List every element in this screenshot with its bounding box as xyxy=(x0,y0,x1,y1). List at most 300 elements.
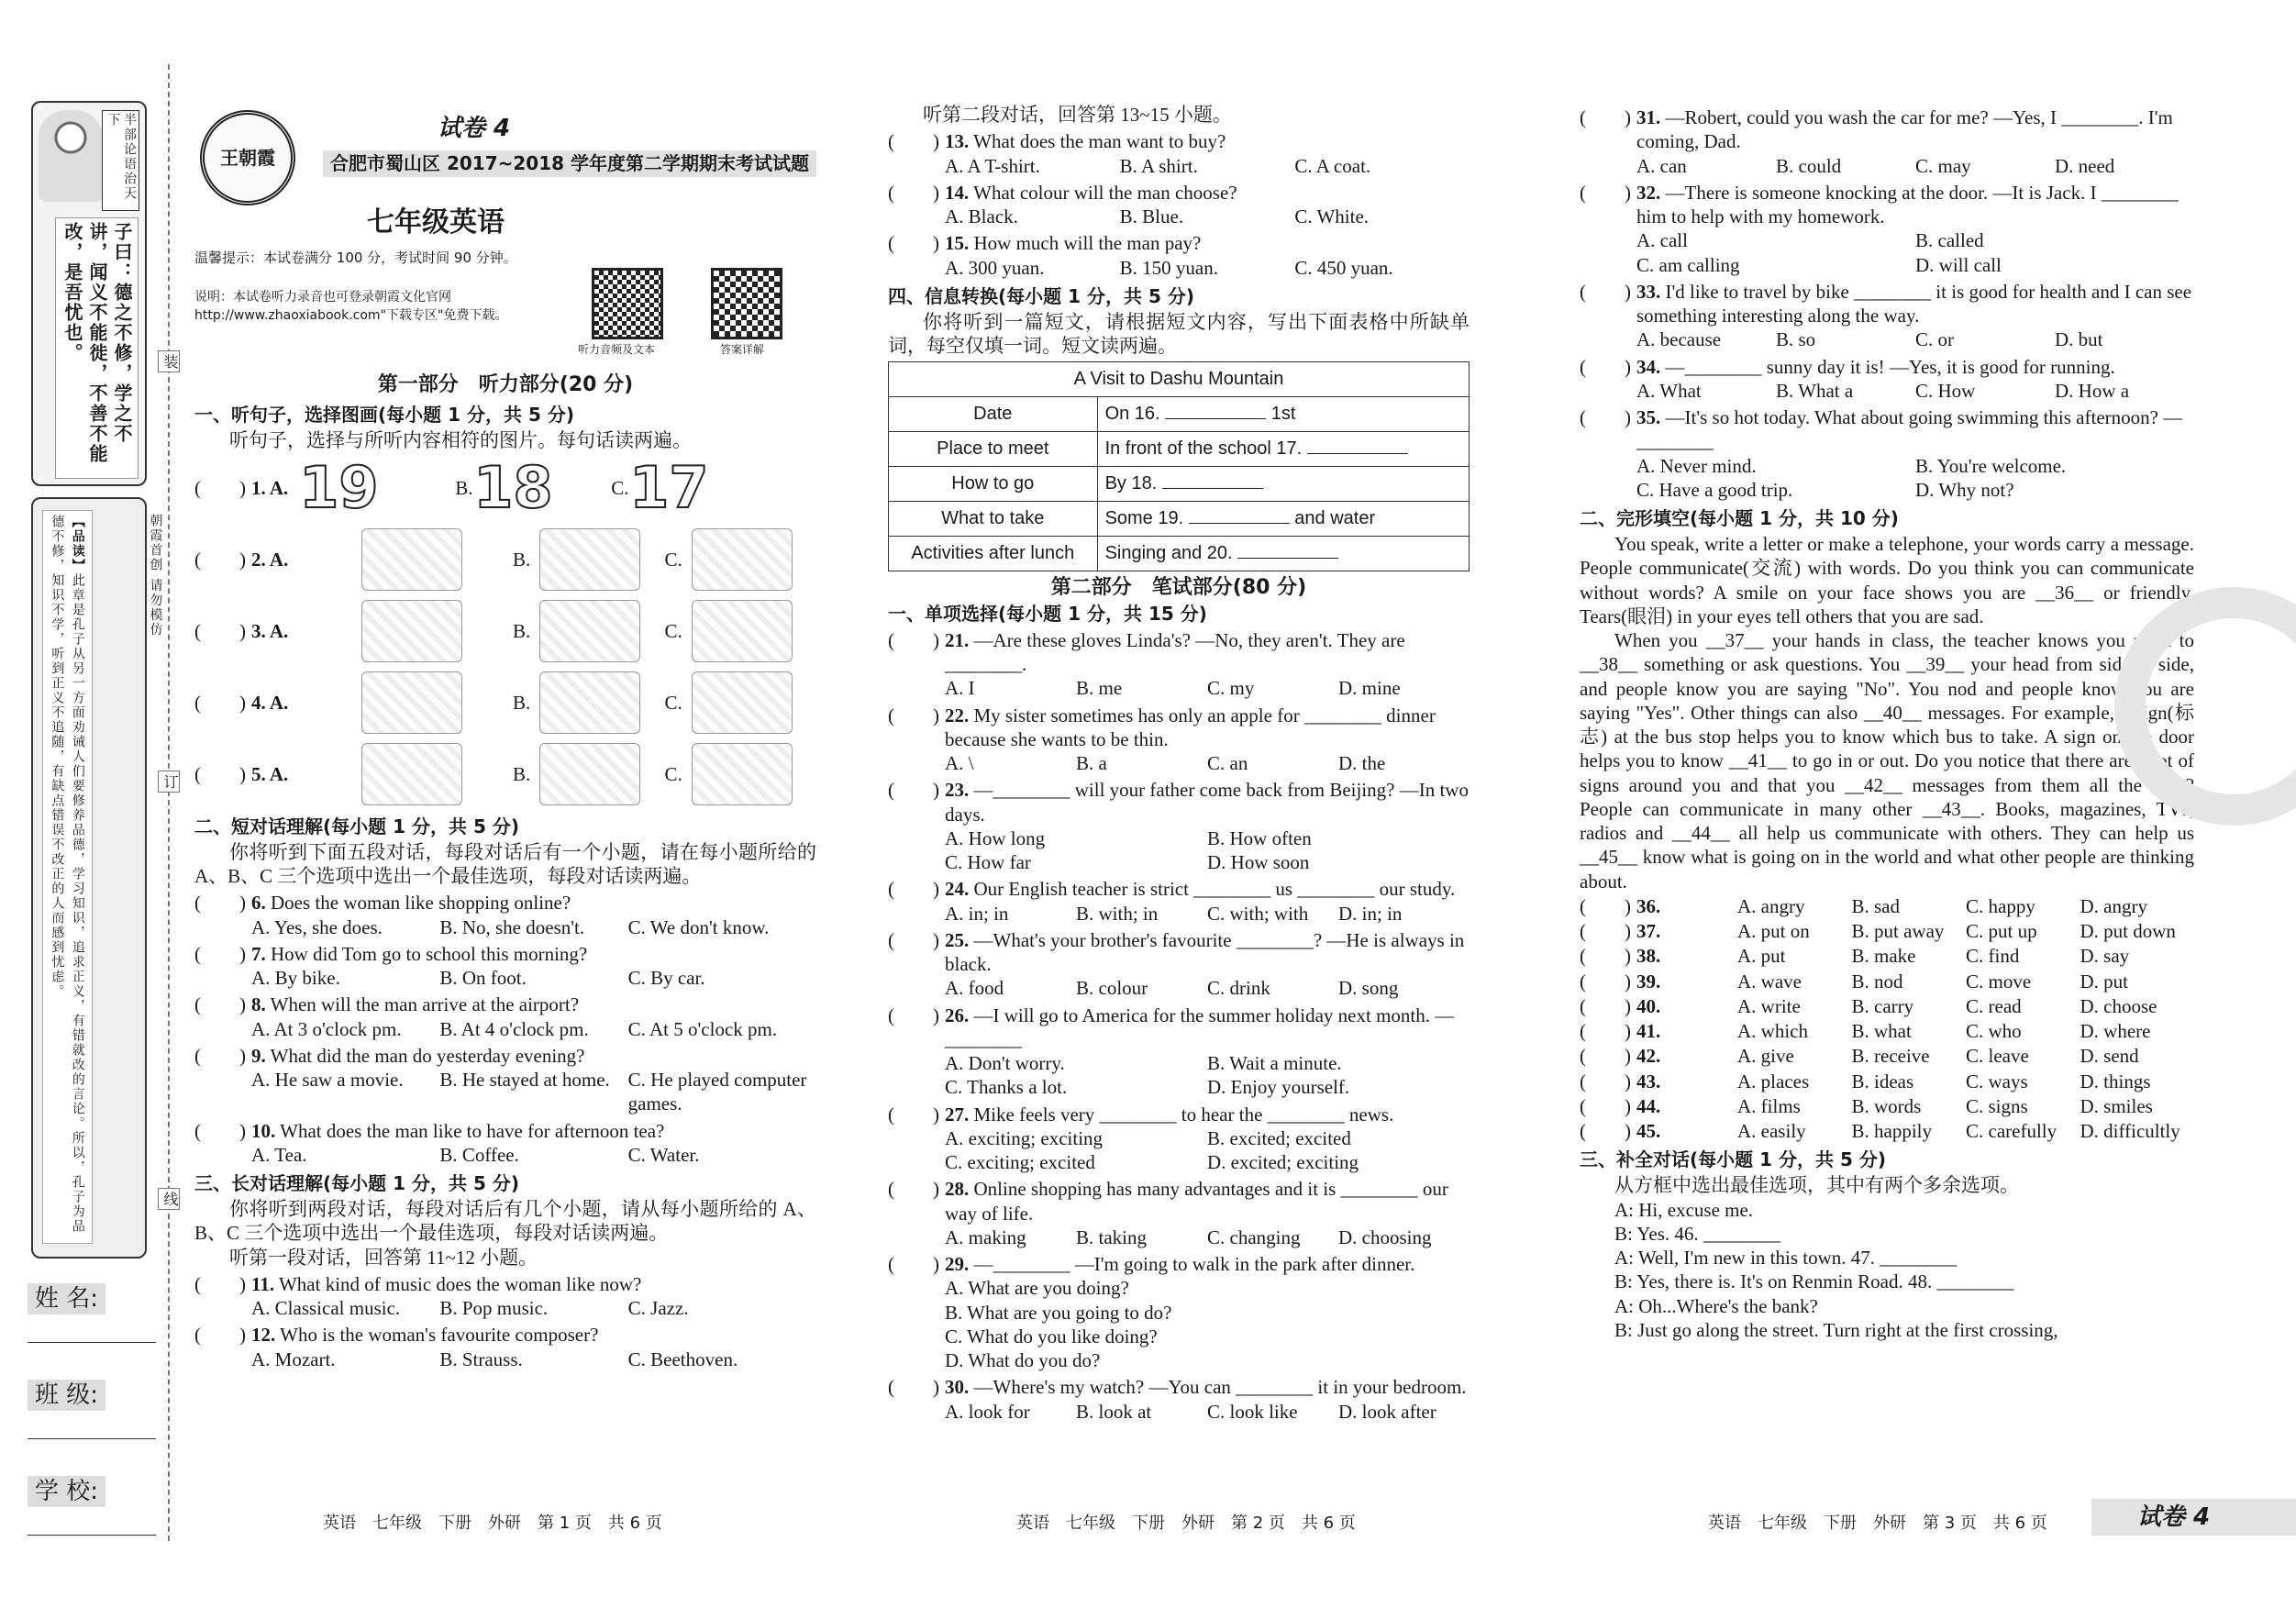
option-b[interactable]: B. sad xyxy=(1851,894,1900,917)
option-c[interactable]: C. an xyxy=(1207,752,1248,774)
option-c[interactable]: C. move xyxy=(1966,970,2032,993)
option-a[interactable]: A. Yes, she does. xyxy=(251,915,383,938)
cut-label-2: 订 xyxy=(158,771,180,793)
q4-image-c[interactable] xyxy=(692,671,793,734)
question-number: 15. xyxy=(945,232,970,255)
answer-bracket[interactable]: ( ) xyxy=(194,892,246,915)
footer-page-2: 英语 七年级 下册 外研 第 2 页 共 6 页 xyxy=(1016,1514,1356,1533)
option-b[interactable]: B. You're welcome. xyxy=(1915,454,2067,477)
blank-19[interactable] xyxy=(1189,523,1290,524)
question-text: 7. How did Tom go to school this morning? xyxy=(251,942,588,965)
answer-bracket[interactable]: ( ) xyxy=(888,878,939,901)
q3-image-c[interactable] xyxy=(692,600,793,662)
question-4: ( ) 4. A. B. C. xyxy=(194,667,816,738)
option-b[interactable]: B. what xyxy=(1851,1020,1912,1042)
option-a[interactable]: A. easily xyxy=(1737,1120,1806,1142)
option-a[interactable]: A. What are you doing? xyxy=(945,1277,1129,1300)
option-a[interactable]: A. in; in xyxy=(945,902,1009,925)
option-c[interactable]: C. A coat. xyxy=(1294,154,1371,177)
section6-heading: 二、完形填空(每小题 1 分，共 10 分) xyxy=(1580,507,1899,529)
option-c[interactable]: C. am calling xyxy=(1636,253,1740,276)
option-b[interactable]: B. nod xyxy=(1851,970,1903,993)
blank-20[interactable] xyxy=(1237,558,1338,559)
option-a[interactable]: A. places xyxy=(1737,1070,1810,1092)
option-d[interactable]: D. look after xyxy=(1338,1400,1436,1423)
quote-box xyxy=(31,101,147,486)
section2-instructions: 你将听到下面五段对话，每段对话后有一个小题，请在每小题所给的 A、B、C 三个选项中选出一个最佳选项，每段对话读两遍。 xyxy=(194,840,816,887)
options xyxy=(945,205,1470,228)
option-b[interactable]: B. Coffee. xyxy=(439,1143,519,1166)
answer-bracket[interactable]: ( ) xyxy=(1580,970,1631,993)
long-dialog2-questions xyxy=(888,129,1470,280)
option-c[interactable]: C. leave xyxy=(1966,1045,2029,1068)
q2-image-b[interactable] xyxy=(539,528,640,591)
question-number: 30. xyxy=(945,1376,970,1399)
option-b[interactable]: B. taking xyxy=(1076,1225,1147,1248)
cloze-item xyxy=(1580,919,2194,943)
option-d[interactable]: D. mine xyxy=(1338,677,1401,700)
answer-bracket[interactable]: ( ) xyxy=(194,1119,246,1142)
q5-label: 5. A. xyxy=(251,762,289,785)
option-c[interactable]: C. Beethoven. xyxy=(627,1347,738,1370)
option-c[interactable]: C. ways xyxy=(1966,1070,2028,1092)
option-a[interactable]: A. A T-shirt. xyxy=(945,154,1040,177)
answer-bracket[interactable]: ( ) xyxy=(1580,355,1631,378)
options xyxy=(251,1347,816,1371)
option-d[interactable]: D. need xyxy=(2055,154,2115,177)
option-c[interactable]: C. Water. xyxy=(627,1143,700,1166)
options xyxy=(945,1051,1470,1100)
option-d[interactable]: D. will call xyxy=(1915,253,2002,276)
question-21 xyxy=(888,628,1470,701)
answer-bracket[interactable]: ( ) xyxy=(888,1103,939,1126)
q5-image-c[interactable] xyxy=(692,743,793,805)
option-a[interactable]: A. making xyxy=(945,1225,1026,1248)
option-d[interactable]: D. smiles xyxy=(2080,1094,2153,1117)
answer-bracket[interactable]: ( ) xyxy=(1580,280,1631,303)
option-b[interactable]: B. words xyxy=(1851,1094,1922,1117)
side-note: 朝霞首创 请勿模仿 xyxy=(148,514,163,638)
answer-bracket[interactable]: ( ) xyxy=(888,1376,939,1399)
options xyxy=(251,966,816,990)
info-table xyxy=(888,361,1470,571)
table-row xyxy=(889,502,1470,537)
tip-text: 温馨提示：本试卷满分 100 分，考试时间 90 分钟。 xyxy=(194,250,517,266)
table-row xyxy=(889,397,1470,432)
cloze-item xyxy=(1580,1070,2194,1093)
option-c[interactable]: C. read xyxy=(1966,994,2022,1017)
class-field[interactable] xyxy=(28,1381,156,1439)
question-number: 39. xyxy=(1636,970,1661,993)
option-b[interactable]: B. so xyxy=(1776,328,1816,351)
options xyxy=(945,256,1470,280)
option-c[interactable]: C. signs xyxy=(1966,1094,2028,1117)
option-a[interactable]: A. write xyxy=(1737,994,1801,1017)
answer-bracket[interactable]: ( ) xyxy=(1580,894,1631,917)
question-text: 32. —There is someone knocking at the door. —It is Jack. I ________ him to help with my homework. xyxy=(1636,181,2179,227)
option-b[interactable]: B. happily xyxy=(1851,1120,1932,1142)
q1-option-b[interactable]: 18 xyxy=(473,453,553,521)
answer-bracket[interactable]: ( ) xyxy=(194,1324,246,1347)
option-b[interactable]: B. look at xyxy=(1076,1400,1152,1423)
answer-bracket[interactable]: ( ) xyxy=(1580,406,1631,428)
name-field[interactable] xyxy=(28,1284,156,1343)
answer-bracket[interactable]: ( ) xyxy=(1580,945,1631,968)
option-b[interactable]: B. could xyxy=(1776,154,1842,177)
q2-label: 2. A. xyxy=(251,548,289,571)
option-b[interactable]: B. A shirt. xyxy=(1119,154,1198,177)
section5-heading: 一、单项选择(每小题 1 分，共 15 分) xyxy=(888,602,1207,625)
question-text: 9. What did the man do yesterday evening? xyxy=(251,1044,585,1067)
question-number: 36. xyxy=(1636,894,1661,917)
option-b[interactable]: B. me xyxy=(1076,677,1123,700)
option-b[interactable]: B. colour xyxy=(1076,977,1148,1000)
row-suffix: 1st xyxy=(1270,404,1296,425)
question-text: 27. Mike feels very ________ to hear the ________ news. xyxy=(945,1103,1394,1126)
option-d[interactable]: D. song xyxy=(1338,977,1399,1000)
column-3 xyxy=(1580,103,2194,1342)
option-c[interactable]: C. How xyxy=(1915,379,1976,402)
question-text: 34. —________ sunny day it is! —Yes, it is good for running. xyxy=(1636,355,2115,378)
options xyxy=(251,1296,816,1320)
option-d[interactable]: D. things xyxy=(2080,1070,2151,1092)
answer-bracket[interactable]: ( ) xyxy=(1580,920,1631,942)
table-title: A Visit to Dashu Mountain xyxy=(889,362,1470,397)
q1-label: 1. A. xyxy=(251,476,289,499)
section2-heading: 二、短对话理解(每小题 1 分，共 5 分) xyxy=(194,815,519,837)
answer-bracket[interactable]: ( ) xyxy=(194,1272,246,1295)
question-10 xyxy=(194,1119,816,1168)
option-a[interactable]: A. give xyxy=(1737,1045,1794,1068)
question-body xyxy=(251,1044,816,1116)
option-d[interactable]: D. in; in xyxy=(1338,902,1403,925)
option-c[interactable]: C. look like xyxy=(1207,1400,1298,1423)
question-body xyxy=(1636,405,2194,502)
option-a[interactable]: A. angry xyxy=(1737,894,1805,917)
question-number: 23. xyxy=(945,779,970,802)
option-a[interactable]: A. food xyxy=(945,977,1004,1000)
section4-heading: 四、信息转换(每小题 1 分，共 5 分) xyxy=(888,284,1194,307)
question-body xyxy=(945,1004,1470,1100)
option-a[interactable]: A. How long xyxy=(945,826,1046,849)
header xyxy=(194,103,816,205)
question-number: 33. xyxy=(1636,280,1661,303)
option-a[interactable]: A. 300 yuan. xyxy=(945,256,1045,279)
option-d[interactable]: D. the xyxy=(1338,752,1386,774)
question-26 xyxy=(888,1004,1470,1100)
answer-bracket[interactable]: ( ) xyxy=(1580,994,1631,1017)
answer-bracket[interactable]: ( ) xyxy=(888,1253,939,1275)
option-b[interactable]: B. No, she doesn't. xyxy=(439,915,585,938)
option-d[interactable]: D. say xyxy=(2080,945,2130,968)
blank-17[interactable] xyxy=(1307,453,1408,454)
option-a[interactable]: A. By bike. xyxy=(251,967,340,989)
option-b[interactable]: B. What are you going to do? xyxy=(945,1301,1172,1324)
answer-bracket[interactable]: ( ) xyxy=(888,779,939,802)
option-a[interactable]: A. Mozart. xyxy=(251,1347,336,1370)
option-b[interactable]: B. make xyxy=(1851,945,1916,968)
option-c[interactable]: C. We don't know. xyxy=(627,915,770,938)
q4-image-a[interactable] xyxy=(361,671,462,734)
option-c[interactable]: C. drink xyxy=(1207,977,1270,1000)
q2-image-c[interactable] xyxy=(692,528,793,591)
qr-audio[interactable] xyxy=(592,268,663,339)
question-13 xyxy=(888,129,1470,178)
option-d[interactable]: D. Why not? xyxy=(1915,478,2014,501)
answer-bracket[interactable]: ( ) xyxy=(1580,1120,1631,1142)
question-body xyxy=(945,1103,1470,1175)
answer-bracket[interactable]: ( ) xyxy=(194,942,246,965)
option-c[interactable]: C. or xyxy=(1915,328,1954,351)
option-a[interactable]: A. put xyxy=(1737,945,1786,968)
option-a[interactable]: A. can xyxy=(1636,154,1687,177)
option-a[interactable]: A. look for xyxy=(945,1400,1030,1423)
option-d[interactable]: D. How soon xyxy=(1207,851,1310,873)
option-b[interactable]: B. with; in xyxy=(1076,902,1159,925)
option-c[interactable]: C. with; with xyxy=(1207,902,1309,925)
row-label: Activities after lunch xyxy=(889,537,1098,571)
option-c[interactable]: C. exciting; excited xyxy=(945,1151,1095,1173)
option-d[interactable]: D. choose xyxy=(2080,994,2157,1017)
question-body xyxy=(945,1177,1470,1249)
question-body xyxy=(945,129,1470,178)
row-suffix: and water xyxy=(1294,508,1376,529)
option-b[interactable]: B. a xyxy=(1076,752,1107,774)
section4-instructions: 你将听到一篇短文，请根据短文内容，写出下面表格中所缺单词，每空仅填一词。短文读两遍。 xyxy=(888,310,1470,357)
blank-18-label: By 18. xyxy=(1104,473,1158,494)
option-c[interactable]: C. Have a good trip. xyxy=(1636,478,1793,501)
option-b[interactable]: B. excited; excited xyxy=(1207,1126,1351,1149)
footer-page-1: 英语 七年级 下册 外研 第 1 页 共 6 页 xyxy=(323,1514,662,1533)
q5-image-a[interactable] xyxy=(361,743,462,805)
option-a[interactable]: A. which xyxy=(1737,1020,1808,1042)
option-a[interactable]: A. He saw a movie. xyxy=(251,1069,404,1091)
part2-heading: 第二部分 笔试部分(80 分) xyxy=(1050,576,1307,600)
school-field[interactable] xyxy=(28,1477,156,1536)
row-label: Place to meet xyxy=(889,432,1098,467)
answer-bracket[interactable]: ( ) xyxy=(888,928,939,951)
question-31 xyxy=(1580,105,2194,178)
option-b[interactable]: B. On foot. xyxy=(439,967,527,989)
option-b[interactable]: B. put away xyxy=(1851,920,1945,942)
option-d[interactable]: D. difficultly xyxy=(2080,1120,2180,1142)
option-c[interactable]: C. 450 yuan. xyxy=(1294,256,1393,279)
option-a[interactable]: A. exciting; exciting xyxy=(945,1126,1104,1149)
option-c[interactable]: C. Thanks a lot. xyxy=(945,1076,1068,1099)
options xyxy=(251,1068,816,1116)
options xyxy=(1636,228,2194,277)
confucius-quote: 子曰：德之不修，学之不讲，闻义不能徙，不善不能改，是吾忧也。 xyxy=(55,217,139,479)
answer-bracket[interactable]: ( ) xyxy=(1580,106,1631,128)
option-c[interactable]: C. At 5 o'clock pm. xyxy=(627,1017,778,1040)
question-number: 43. xyxy=(1636,1070,1661,1092)
question-number: 12. xyxy=(251,1324,276,1347)
question-25 xyxy=(888,928,1470,1001)
option-b[interactable]: B. Blue. xyxy=(1119,205,1184,227)
option-c[interactable]: C. find xyxy=(1966,945,2020,968)
option-a[interactable]: A. call xyxy=(1636,229,1688,252)
question-32 xyxy=(1580,181,2194,277)
option-a[interactable]: A. wave xyxy=(1737,970,1802,993)
table-row xyxy=(889,537,1470,571)
option-a[interactable]: A. Never mind. xyxy=(1636,454,1757,477)
question-number: 35. xyxy=(1636,406,1661,428)
answer-bracket[interactable]: ( ) xyxy=(888,1004,939,1026)
answer-bracket[interactable]: ( ) xyxy=(888,1178,939,1201)
option-b[interactable]: B. ideas xyxy=(1851,1070,1914,1092)
option-a[interactable]: A. Tea. xyxy=(251,1143,307,1166)
reading-text: 此章是孔子从另一方面劝诫人们要修养品德，学习知识，追求正义，有错就改的言论。所以，孔子为品德不修，知识不学，听到正义不追随，有缺点错误不改正的人而感到忧虑。 xyxy=(50,515,85,1234)
section1-instructions: 听句子，选择与所听内容相符的图片。每句话读两遍。 xyxy=(229,428,692,451)
option-b[interactable]: B. What a xyxy=(1776,379,1854,402)
dialog-line: A: Well, I'm new in this town. 47. ________ xyxy=(1614,1247,1958,1269)
option-a[interactable]: A. Don't worry. xyxy=(945,1052,1065,1074)
question-15 xyxy=(888,231,1470,280)
question-text: 28. Online shopping has many advantages and it is ________ our way of life. xyxy=(945,1178,1448,1225)
q1-option-c[interactable]: 17 xyxy=(629,453,709,521)
option-c[interactable]: C. happy xyxy=(1966,894,2035,917)
question-number: 25. xyxy=(945,928,970,951)
qr-answers[interactable] xyxy=(711,268,782,339)
section3-instructions: 你将听到两段对话，每段对话后有几个小题，请从每小题所给的 A、B、C 三个选项中选出一个最佳选项，每段对话读两遍。 xyxy=(194,1198,816,1245)
option-a[interactable]: A. What xyxy=(1636,379,1702,402)
question-text: 33. I'd like to travel by bike ________ it is good for health and I can see something interesting along the way. xyxy=(1636,280,2192,327)
option-c[interactable]: C. my xyxy=(1207,677,1255,700)
answer-bracket[interactable]: ( ) xyxy=(1580,1070,1631,1092)
option-d[interactable]: D. angry xyxy=(2080,894,2147,917)
q2-image-a[interactable] xyxy=(361,528,462,591)
section3-sub: 听第一段对话，回答第 11~12 小题。 xyxy=(229,1246,538,1269)
blank-19-label: Some 19. xyxy=(1104,508,1184,529)
answer-bracket[interactable]: ( ) xyxy=(1580,1094,1631,1117)
answer-bracket[interactable]: ( ) xyxy=(888,130,939,153)
option-a[interactable]: A. \ xyxy=(945,752,974,774)
option-d[interactable]: D. excited; exciting xyxy=(1207,1151,1359,1173)
answer-bracket[interactable]: ( ) xyxy=(888,628,939,651)
option-b[interactable]: B. Strauss. xyxy=(439,1347,523,1370)
question-number: 6. xyxy=(251,892,266,915)
section1-heading: 一、听句子，选择图画(每小题 1 分，共 5 分) xyxy=(194,403,574,426)
question-number: 14. xyxy=(945,181,970,204)
option-d[interactable]: D. put down xyxy=(2080,920,2176,942)
answer-bracket[interactable]: ( ) xyxy=(1580,1020,1631,1042)
section7-instructions: 从方框中选出最佳选项，其中有两个多余选项。 xyxy=(1614,1174,2019,1197)
question-28 xyxy=(888,1177,1470,1249)
options xyxy=(945,1225,1470,1249)
option-b[interactable]: B. At 4 o'clock pm. xyxy=(439,1017,589,1040)
option-b[interactable]: B. 150 yuan. xyxy=(1119,256,1218,279)
option-c[interactable]: C. White. xyxy=(1294,205,1370,227)
q1-option-a[interactable]: 19 xyxy=(299,453,379,521)
option-a[interactable]: A. because xyxy=(1636,328,1722,351)
dialog-line: A: Hi, excuse me. xyxy=(1614,1198,1754,1221)
question-body xyxy=(945,181,1470,229)
blank-16[interactable] xyxy=(1165,418,1266,419)
option-b[interactable]: B. receive xyxy=(1851,1045,1930,1068)
option-a[interactable]: A. Classical music. xyxy=(251,1297,401,1319)
option-b[interactable]: B. Wait a minute. xyxy=(1207,1052,1342,1074)
option-b[interactable]: B. He stayed at home. xyxy=(439,1069,610,1091)
question-14 xyxy=(888,181,1470,229)
option-a[interactable]: A. I xyxy=(945,677,975,700)
question-number: 27. xyxy=(945,1103,970,1126)
options xyxy=(1636,379,2194,403)
answer-bracket[interactable]: ( ) xyxy=(194,993,246,1016)
question-22 xyxy=(888,704,1470,776)
option-c[interactable]: C. Jazz. xyxy=(627,1297,689,1319)
question-9 xyxy=(194,1044,816,1116)
question-text: 26. —I will go to America for the summer holiday next month. —________ xyxy=(945,1004,1455,1050)
option-b[interactable]: B. carry xyxy=(1851,994,1914,1017)
option-d[interactable]: D. where xyxy=(2080,1020,2151,1042)
option-a[interactable]: A. Black. xyxy=(945,205,1018,227)
options xyxy=(1636,154,2194,178)
q4-image-b[interactable] xyxy=(539,671,640,734)
option-d[interactable]: D. choosing xyxy=(1338,1225,1432,1248)
options xyxy=(945,902,1470,926)
table-row xyxy=(889,467,1470,502)
question-body xyxy=(945,1252,1470,1372)
options xyxy=(945,676,1470,700)
option-c[interactable]: C. who xyxy=(1966,1020,2022,1042)
answer-bracket[interactable]: ( ) xyxy=(888,181,939,204)
option-c[interactable]: C. changing xyxy=(1207,1225,1301,1248)
answer-bracket[interactable]: ( ) xyxy=(1580,181,1631,204)
question-number: 13. xyxy=(945,130,970,153)
question-body xyxy=(251,1323,816,1371)
option-a[interactable]: A. At 3 o'clock pm. xyxy=(251,1017,402,1040)
answer-bracket[interactable]: ( ) xyxy=(1580,1045,1631,1068)
option-c[interactable]: C. How far xyxy=(945,851,1031,873)
question-29 xyxy=(888,1252,1470,1372)
cloze-item xyxy=(1580,994,2194,1018)
passage-paragraph: When you __37__ your hands in class, the teacher knows you want to __38__ something or ask questions. You __39__ your head from side to side, and people know you are saying "No". You nod and people know you are saying "Yes". Other things can also __40__ messages. For example, a sign(标志) at the bus stop helps you to know which bus to take. A sign on the door helps you to know __41__ to go in or out. Do you notice that there are a lot of signs around you and that you __42__ messages from them all the time? People can communicate in many other __43__. Books, magazines, TVs, radios and __44__ all help us communicate with others. They can help us __45__ know what is going on in the world and what other people are thinking about. xyxy=(1580,629,2194,893)
blank-16-label: On 16. xyxy=(1104,404,1160,425)
option-a[interactable]: A. put on xyxy=(1737,920,1810,942)
option-d[interactable]: D. What do you do? xyxy=(945,1349,1101,1371)
option-d[interactable]: D. How a xyxy=(2055,379,2130,402)
option-d[interactable]: D. send xyxy=(2080,1045,2139,1068)
answer-bracket[interactable]: ( ) xyxy=(888,232,939,255)
option-d[interactable]: D. Enjoy yourself. xyxy=(1207,1076,1350,1099)
option-d[interactable]: D. put xyxy=(2080,970,2128,993)
answer-bracket[interactable]: ( ) xyxy=(194,1044,246,1067)
option-c[interactable]: C. By car. xyxy=(627,967,705,989)
column-1 xyxy=(194,367,816,1371)
option-b[interactable]: B. Pop music. xyxy=(439,1297,549,1319)
blank-18[interactable] xyxy=(1162,488,1263,489)
q3-image-a[interactable] xyxy=(361,600,462,662)
options xyxy=(945,1126,1470,1175)
option-c[interactable]: C. put up xyxy=(1966,920,2037,942)
option-d[interactable]: D. but xyxy=(2055,328,2103,351)
option-c[interactable]: C. What do you like doing? xyxy=(945,1325,1158,1347)
question-number: 22. xyxy=(945,704,970,726)
answer-bracket[interactable]: ( ) xyxy=(888,704,939,726)
q3-image-b[interactable] xyxy=(539,600,640,662)
option-c[interactable]: C. may xyxy=(1915,154,1971,177)
option-c[interactable]: C. He played computer games. xyxy=(627,1069,807,1115)
option-b[interactable]: B. called xyxy=(1915,229,1984,252)
option-c[interactable]: C. carefully xyxy=(1966,1120,2058,1142)
option-a[interactable]: A. films xyxy=(1737,1094,1801,1117)
option-b[interactable]: B. How often xyxy=(1207,826,1312,849)
question-body xyxy=(251,1272,816,1321)
question-body xyxy=(945,231,1470,280)
q5-image-b[interactable] xyxy=(539,743,640,805)
reading-box xyxy=(31,497,147,1259)
name-label: 姓 名: xyxy=(28,1283,105,1314)
